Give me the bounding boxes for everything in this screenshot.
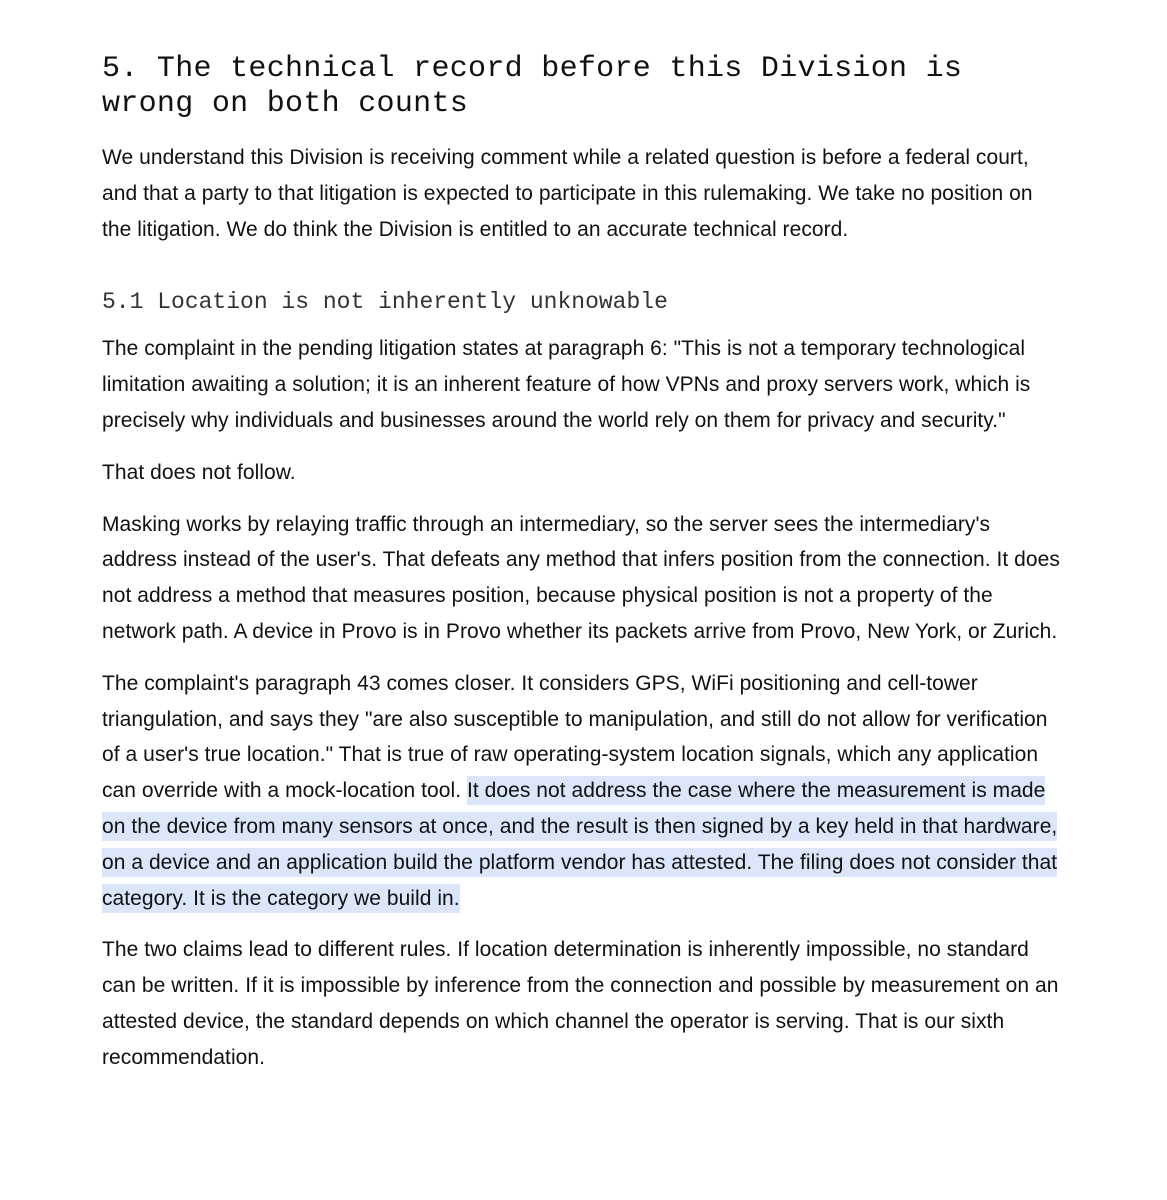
- masking-explanation-paragraph: Masking works by relaying traffic through an intermediary, so the server sees the intermediary's address instead of the user's. That defeats any method that infers position from the connection. It does not address a method that measures position, because physical position is not a property of the network path. A device in Provo is in Provo whether its packets arrive from Provo, New York, or Zurich.: [102, 512, 1060, 643]
- selected-text-highlight[interactable]: It does not address the case where the measurement is made on the device from many sensors at once, and the result is then signed by a key held in that hardware, on a device and an application build the platform vendor has attested. The filing does not consider that category. It is the category we build in.: [102, 776, 1057, 912]
- conclusion-paragraph: The two claims lead to different rules. If location determination is inherently impossible, no standard can be written. If it is impossible by inference from the connection and possible by measurement on an attested device, the standard depends on which channel the operator is serving. That is our sixth recommendation.: [102, 938, 1059, 1069]
- complaint-quote-paragraph: The complaint in the pending litigation states at paragraph 6: "This is not a temporary technological limitation awaiting a solution; it is an inherent feature of how VPNs and proxy servers work, which is precisely why individuals and businesses around the world rely on them for privacy and security.": [102, 337, 1031, 432]
- paragraph-43-plain-text: The complaint's paragraph 43 comes closer. It considers GPS, WiFi positioning and cell-tower triangulation, and says they "are also susceptible to manipulation, and still do not allow for verification of a user's true location." That is true of raw operating-system location signals, which any application can override with a mock-location tool.: [102, 671, 1048, 803]
- short-rebuttal-paragraph: That does not follow.: [102, 460, 296, 484]
- intro-paragraph: We understand this Division is receiving comment while a related question is before a federal court, and that a party to that litigation is expected to participate in this rulemaking. We take no position on the litigation. We do think the Division is entitled to an accurate technical record.: [102, 146, 1033, 241]
- section-heading: 5. The technical record before this Division is wrong on both counts: [102, 52, 963, 121]
- paragraph-43-discussion: [102, 666, 1066, 917]
- subsection-heading: 5.1 Location is not inherently unknowable: [102, 289, 668, 316]
- document-page: [102, 52, 1066, 1092]
